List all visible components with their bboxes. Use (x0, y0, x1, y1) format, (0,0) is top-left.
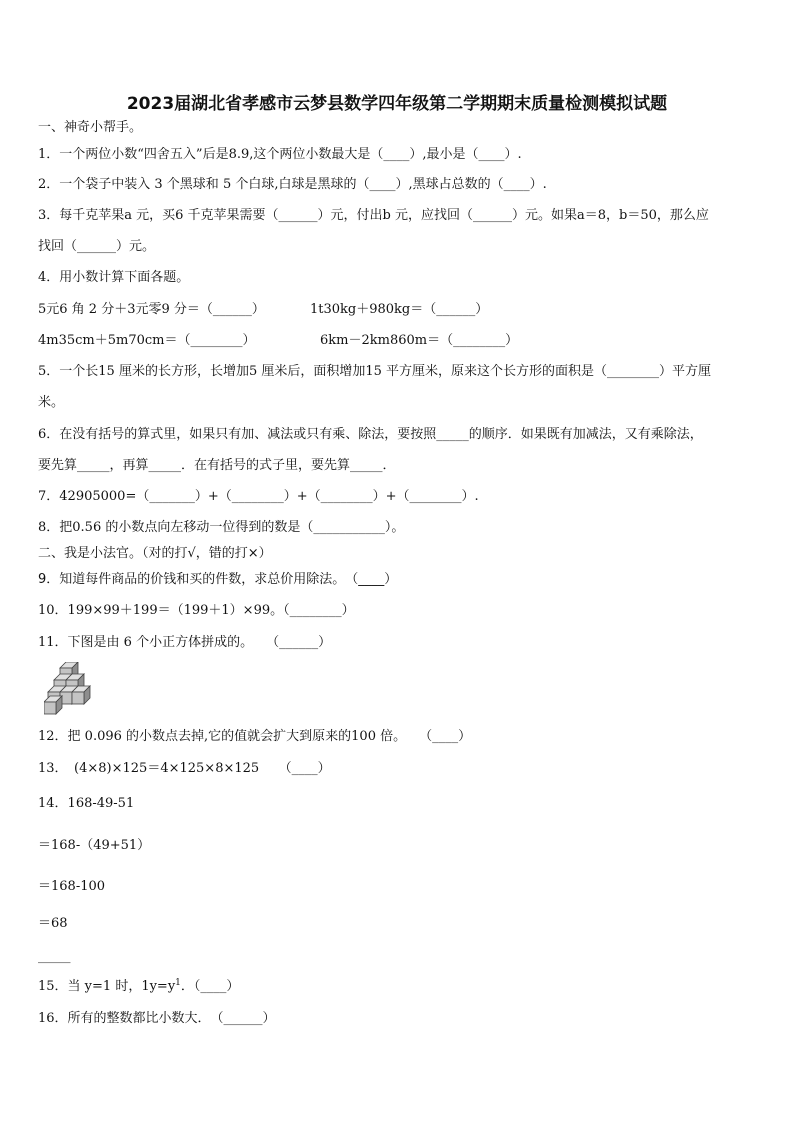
question-5-line2: 米。 (38, 395, 65, 410)
question-14-answer-blank: _____ (38, 949, 71, 964)
question-3-line2: 找回（______）元。 (38, 239, 156, 254)
question-1: 1．一个两位小数“四舍五入”后是8.9,这个两位小数最大是（____）,最小是（____）. (38, 147, 522, 162)
question-9: 9．知道每件商品的价钱和买的件数，求总价用除法。 （____） (38, 572, 398, 587)
question-7: 7．42905000=（_______）+（________）+（________）+（________）. (38, 489, 479, 504)
question-10: 10．199×99＋199＝（199＋1）×99。（________） (38, 603, 355, 618)
question-6-line2: 要先算_____，再算_____．在有括号的式子里，要先算_____． (38, 458, 396, 473)
question-12: 12．把 0.096 的小数点去掉,它的值就会扩大到原来的100 倍。 （____） (38, 729, 472, 744)
question-4: 4．用小数计算下面各题。 (38, 270, 190, 285)
section-2-heading: 二、我是小法官。（对的打√，错的打×） (38, 546, 272, 561)
cube-stack-icon (44, 662, 102, 716)
page-title: 2023届湖北省孝感市云梦县数学四年级第二学期期末质量检测模拟试题 (126, 94, 668, 114)
question-8: 8．把0.56 的小数点向左移动一位得到的数是（___________）。 (38, 520, 405, 535)
question-4-item4: 6km－2km860m＝（________） (320, 333, 519, 348)
question-14-line3: ＝168-100 (38, 879, 106, 894)
question-2: 2．一个袋子中装入 3 个黑球和 5 个白球,白球是黑球的（____）,黑球占总数的（____）. (38, 177, 547, 192)
question-15-blank: ．（____） (180, 979, 240, 994)
question-15 (38, 978, 239, 997)
question-15-exponent: 1 (175, 978, 181, 988)
question-5-line1: 5．一个长15 厘米的长方形，长增加5 厘米后，面积增加15 平方厘米，原来这个长方形的面积是（________）平方厘 (38, 364, 712, 379)
question-13: 13． (4×8)×125＝4×125×8×125 （____） (38, 761, 331, 776)
question-4-item1: 5元6 角 2 分＋3元零9 分＝（______） (38, 302, 265, 317)
question-15-text: 15．当 y=1 时，1y=y (38, 979, 176, 994)
question-14-line4: ＝68 (38, 916, 68, 931)
question-16: 16．所有的整数都比小数大． （______） (38, 1011, 276, 1026)
question-3-line1: 3．每千克苹果a 元，买6 千克苹果需要（______）元，付出b 元，应找回（______）元。如果a＝8，b＝50，那么应 (38, 208, 709, 223)
question-6-line1: 6．在没有括号的算式里，如果只有加、减法或只有乘、除法，要按照_____的顺序．如果既有加减法，又有乘除法， (38, 427, 703, 442)
question-14-line1: 14．168-49-51 (38, 796, 135, 811)
question-11: 11．下图是由 6 个小正方体拼成的。 （______） (38, 635, 332, 650)
question-4-item3: 4m35cm＋5m70cm＝（________） (38, 333, 256, 348)
question-4-item2: 1t30kg＋980kg＝（______） (310, 302, 489, 317)
section-1-heading: 一、神奇小帮手。 (38, 120, 143, 135)
question-14-line2: ＝168-（49+51） (38, 838, 151, 853)
